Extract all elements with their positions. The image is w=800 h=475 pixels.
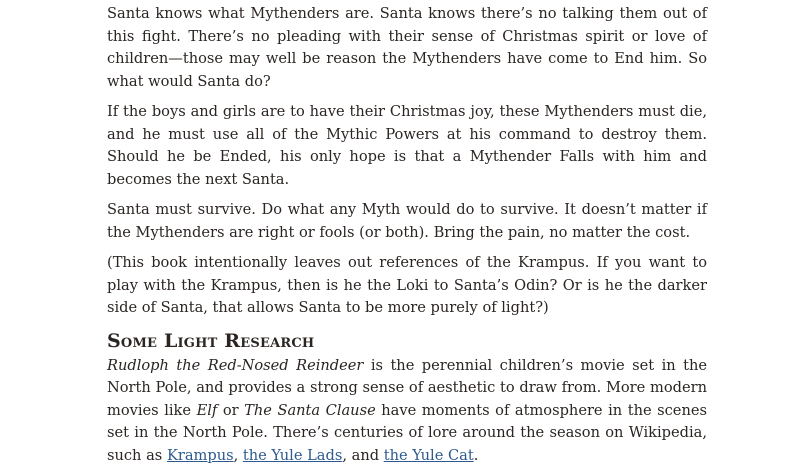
paragraph-krampus-note: (This book intentionally leaves out references of the Krampus. If you want to play with the Krampus, then is he the Loki to Santa’s Odin? Or is he the darker side of Santa, that allows Santa to be more purely of light?) — [107, 254, 707, 316]
link-krampus[interactable]: Krampus — [166, 446, 234, 464]
movie-title-elf: Elf — [196, 401, 218, 419]
body-text-1: is the perennial children’s movie set in the North Pole, and provides a strong sense of aesthetic to draw from. More modern movies like — [107, 356, 707, 419]
body-text-2: or — [217, 401, 245, 419]
document-page — [107, 3, 707, 475]
link-yule-lads[interactable]: the Yule Lads — [242, 446, 343, 464]
paragraph-light-research — [107, 355, 707, 468]
link-yule-cat[interactable]: the Yule Cat — [383, 446, 474, 464]
body-text-3: have moments of atmosphere in the scenes set in the North Pole. There’s centuries of lore around the season on Wikipedia, such as — [107, 401, 707, 464]
separator-2: , and — [342, 446, 384, 464]
movie-title-rudolph: Rudloph the Red-Nosed Reindeer — [107, 356, 364, 374]
paragraph-santa-knows: Santa knows what Mythenders are. Santa knows there’s no talking them out of this fight. There’s no pleading with their sense of Christmas spirit or love of children—those may well be reason the Mythenders have come to End him. So what would Santa do? — [107, 5, 707, 90]
movie-title-santa-clause: The Santa Clause — [244, 401, 376, 419]
section-heading: Some Light Research — [107, 329, 315, 352]
paragraph-santa-must-survive: Santa must survive. Do what any Myth would do to survive. It doesn’t matter if the Mythenders are right or fools (or both). Bring the pain, no matter the cost. — [107, 201, 707, 241]
body-end: . — [473, 446, 479, 464]
paragraph-boys-and-girls: If the boys and girls are to have their Christmas joy, these Mythenders must die, and he must use all of the Mythic Powers at his command to destroy them. Should he be Ended, his only hope is that a Mythender Falls with him and becomes the next Santa. — [107, 103, 707, 188]
separator-1: , — [233, 446, 243, 464]
